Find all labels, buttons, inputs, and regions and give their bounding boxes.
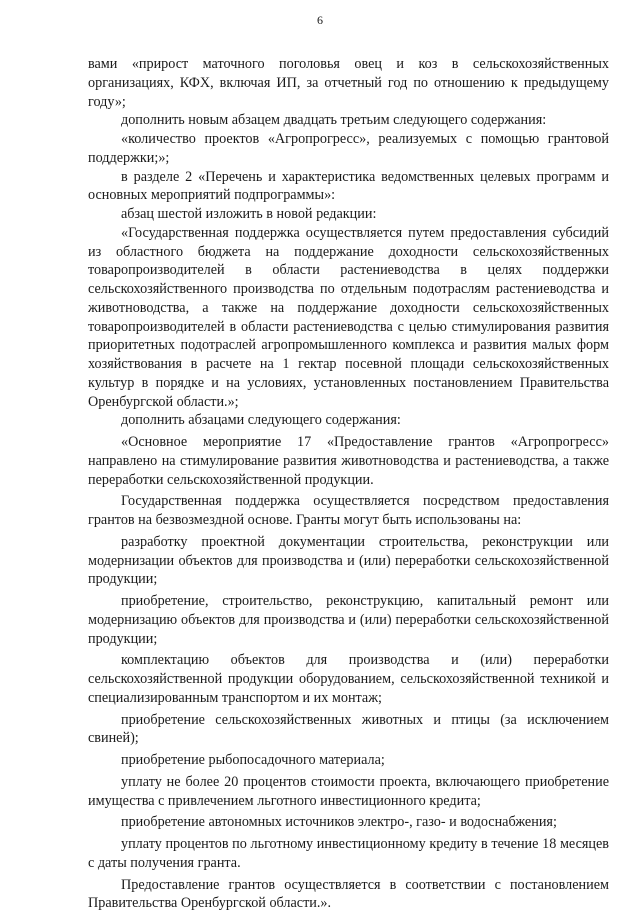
paragraph-9: Государственная поддержка осуществляется посредством предоставления грантов на безвозмездной основе. Гранты могут быть использованы на: — [88, 492, 609, 530]
page-number: 6 — [0, 13, 640, 28]
paragraph-10: разработку проектной документации строительства, реконструкции или модернизации объектов для производства и (или) переработки сельскохозяйственной продукции; — [88, 533, 609, 589]
paragraph-18: Предоставление грантов осуществляется в соответствии с постановлением Правительства Оренбургской области.». — [88, 876, 609, 913]
paragraph-1: вами «прирост маточного поголовья овец и коз в сельскохозяйственных организациях, КФХ, включая ИП, за отчетный год по отношению к предыдущему году»; — [88, 55, 609, 111]
paragraph-4: в разделе 2 «Перечень и характеристика ведомственных целевых программ и основных мероприятий подпрограммы»: — [88, 168, 609, 206]
paragraph-13: приобретение сельскохозяйственных животных и птицы (за исключением свиней); — [88, 711, 609, 749]
paragraph-8: «Основное мероприятие 17 «Предоставление грантов «Агропрогресс» направлено на стимулирование развития животноводства и растениеводства, а также переработки сельскохозяйственной продукции. — [88, 433, 609, 489]
paragraph-12: комплектацию объектов для производства и (или) переработки сельскохозяйственной продукции оборудованием, сельскохозяйственной техникой и специализированным транспортом и их монтаж; — [88, 651, 609, 707]
paragraph-6: «Государственная поддержка осуществляется путем предоставления субсидий из областного бюджета на поддержание доходности сельскохозяйственных товаропроизводителей в области растениеводства в целях поддержки сельскохозяйственного производства по отдельным подотраслям растениеводства и животноводства, а также на поддержание доходности сельскохозяйственных товаропроизводителей в области растениеводства с целью стимулирования развития приоритетных подотраслей агропромышленного комплекса и развития малых форм хозяйствования в расчете на 1 гектар посевной площади сельскохозяйственных культур в порядке и на условиях, установленных постановлением Правительства Оренбургской области.»; — [88, 224, 609, 412]
paragraph-2: дополнить новым абзацем двадцать третьим следующего содержания: — [88, 111, 609, 130]
paragraph-17: уплату процентов по льготному инвестиционному кредиту в течение 18 месяцев с даты получения гранта. — [88, 835, 609, 873]
paragraph-5: абзац шестой изложить в новой редакции: — [88, 205, 609, 224]
paragraph-7: дополнить абзацами следующего содержания: — [88, 411, 609, 430]
paragraph-16: приобретение автономных источников электро-, газо- и водоснабжения; — [88, 813, 609, 832]
document-body — [88, 55, 609, 913]
paragraph-14: приобретение рыбопосадочного материала; — [88, 751, 609, 770]
paragraph-15: уплату не более 20 процентов стоимости проекта, включающего приобретение имущества с привлечением льготного инвестиционного кредита; — [88, 773, 609, 811]
paragraph-3: «количество проектов «Агропрогресс», реализуемых с помощью грантовой поддержки;»; — [88, 130, 609, 168]
paragraph-11: приобретение, строительство, реконструкцию, капитальный ремонт или модернизацию объектов для производства и (или) переработки сельскохозяйственной продукции; — [88, 592, 609, 648]
